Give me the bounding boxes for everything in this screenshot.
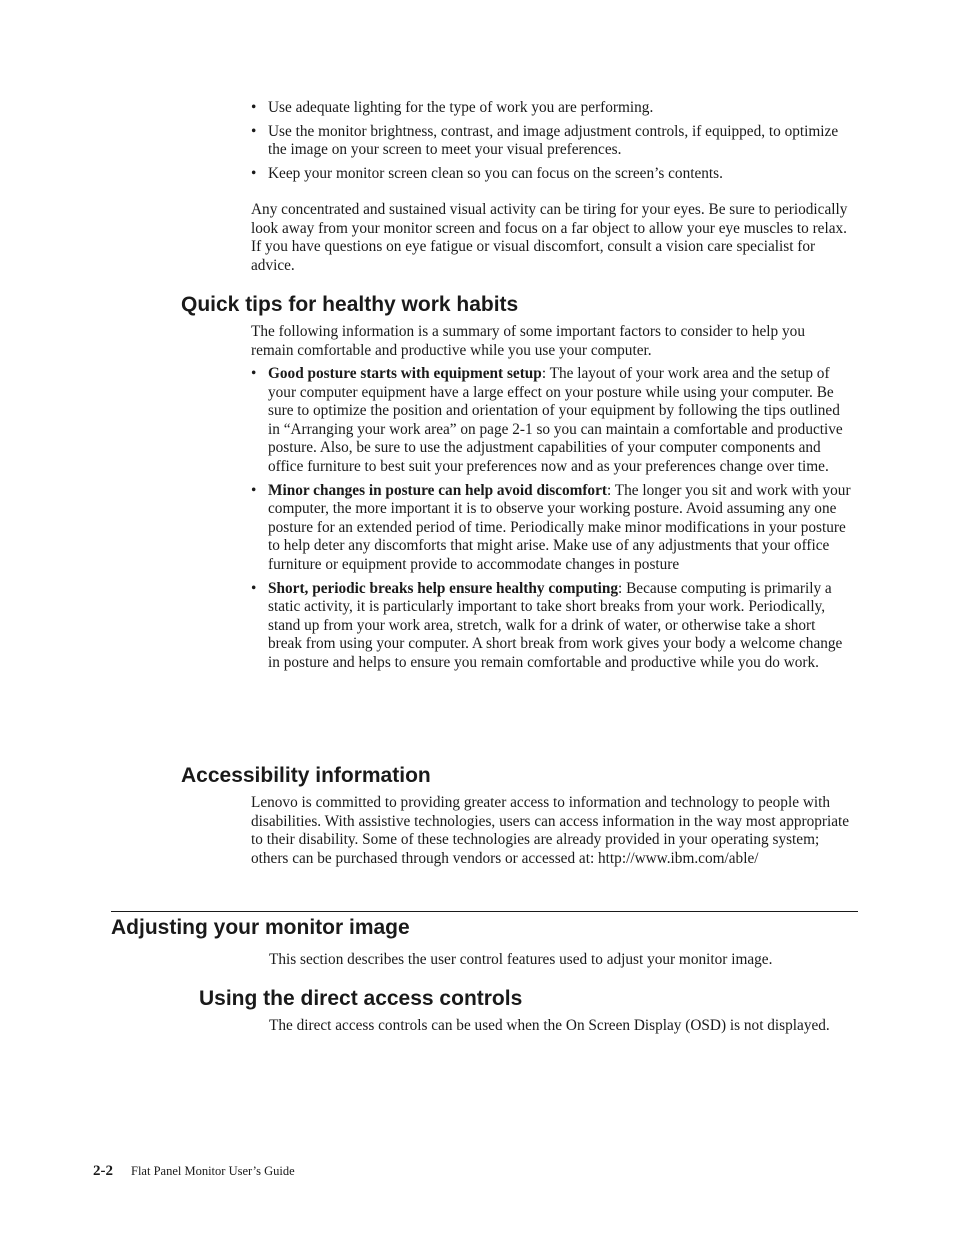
intro-paragraph: Any concentrated and sustained visual activity can be tiring for your eyes. Be sure to periodically look away from your monitor screen and focus on a far object to allow your eye muscles to relax. If you have questions on eye fatigue or visual discomfort, consult a vision care specialist for advice. — [251, 201, 848, 274]
section-heading-quick-tips: Quick tips for healthy work habits — [181, 293, 519, 316]
section-heading-accessibility: Accessibility information — [181, 764, 431, 787]
direct-access-paragraph: The direct access controls can be used when the On Screen Display (OSD) is not displayed. — [269, 1017, 830, 1034]
tip-text: : The longer you sit and work with your computer, the more important it is to observe your working posture. Avoid assuming any one posture for an extended period of time. Periodically make minor modifications in your posture to help deter any discomforts that might arise. Make use of any adjustments that your office furniture or equipment provide to accommodate changes in posture — [268, 481, 851, 573]
document-title: Flat Panel Monitor User’s Guide — [131, 1164, 295, 1178]
section-heading-direct-access: Using the direct access controls — [199, 987, 523, 1010]
bullet-text: Keep your monitor screen clean so you can focus on the screen’s contents. — [268, 164, 723, 182]
bullet-text: Use the monitor brightness, contrast, and image adjustment controls, if equipped, to optimize the image on your screen to meet your visual preferences. — [268, 122, 839, 159]
page-footer — [93, 1162, 295, 1180]
tip-title: Minor changes in posture can help avoid discomfort — [268, 481, 607, 499]
adjusting-paragraph: This section describes the user control features used to adjust your monitor image. — [269, 951, 773, 968]
accessibility-paragraph: Lenovo is committed to providing greater access to information and technology to people with disabilities. With assistive technologies, users can access information in the way most appropriate to their disability. Some of these technologies are already provided in your operating system; others can be purchased through vendors or accessed at: http://www.ibm.com/able/ — [251, 794, 850, 867]
list-item — [251, 165, 851, 184]
intro-bullet-list — [251, 99, 851, 188]
tip-title: Good posture starts with equipment setup — [268, 365, 542, 382]
quick-tips-intro: The following information is a summary of some important factors to consider to help you remain comfortable and productive while you use your computer. — [251, 323, 805, 359]
tip-text: : The layout of your work area and the setup of your computer equipment have a large effect on your posture while using your computer. Be sure to optimize the position and orientation of your equipment by following the tips outlined in “Arranging your work area” on page 2-1 so you can maintain a comfortable and productive posture. Also, be sure to use the adjustment capabilities of your computer components and office furniture to best suit your preferences now and as your preferences change over time. — [268, 365, 843, 475]
bullet-text: Use adequate lighting for the type of work you are performing. — [268, 99, 654, 116]
page-number: 2-2 — [93, 1163, 113, 1179]
list-item — [251, 482, 851, 575]
tip-text: : Because computing is primarily a static activity, it is particularly important to take short breaks from your work. Periodically, stand up from your work area, stretch, walk for a drink of water, or otherwise take a short break from using your computer. A short break from work gives your body a welcome change in posture and helps to ensure you remain comfortable and productive while you do work. — [268, 579, 843, 671]
list-item — [251, 99, 851, 118]
tip-title: Short, periodic breaks help ensure healthy computing — [268, 579, 619, 597]
quick-tips-list — [251, 365, 851, 678]
chapter-heading-adjusting: Adjusting your monitor image — [111, 916, 410, 939]
section-divider — [111, 911, 858, 912]
list-item — [251, 365, 851, 477]
list-item — [251, 580, 851, 673]
list-item — [251, 123, 851, 160]
